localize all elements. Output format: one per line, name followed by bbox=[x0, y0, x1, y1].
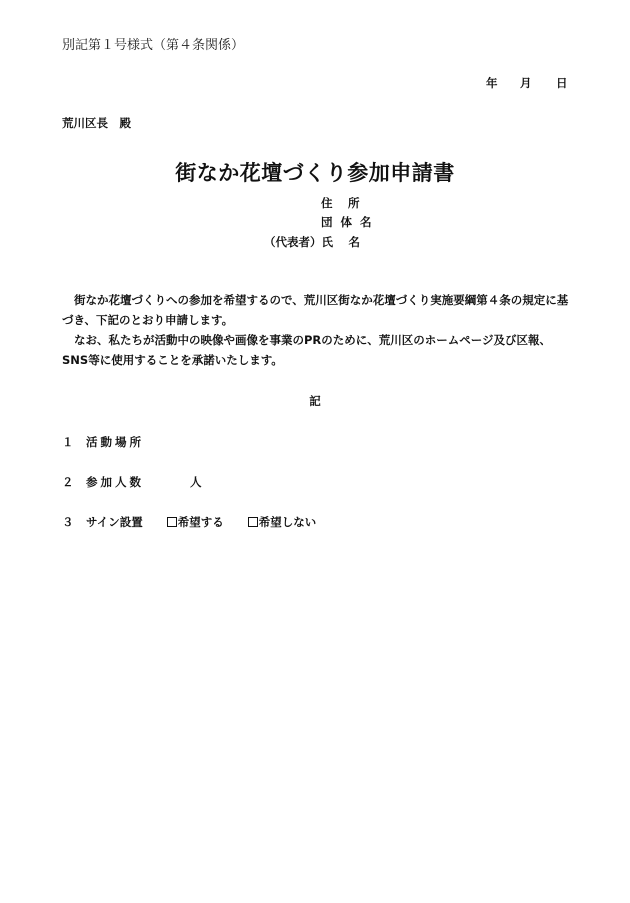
item-number: ３ bbox=[62, 515, 74, 529]
item-participant-count bbox=[62, 474, 202, 490]
option-wish-no-label: 希望しない bbox=[258, 515, 317, 529]
item-label: 活動場所 bbox=[86, 435, 144, 449]
body-paragraph-1 bbox=[62, 290, 572, 330]
date-month-label: 月 bbox=[520, 76, 532, 90]
representative-name-label: （代表者）氏 名 bbox=[264, 235, 361, 249]
document-title: 街なか花壇づくり参加申請書 bbox=[175, 161, 455, 185]
checkbox-wish-no[interactable] bbox=[248, 517, 258, 527]
item-label: 参加人数 bbox=[86, 475, 144, 489]
address-label: 住 所 bbox=[321, 196, 360, 210]
group-name-label: 団 体 名 bbox=[321, 215, 374, 229]
participant-unit: 人 bbox=[190, 475, 202, 489]
option-wish-yes-label: 希望する bbox=[177, 515, 224, 529]
item-number: ２ bbox=[62, 475, 74, 489]
date-day-label: 日 bbox=[556, 76, 568, 90]
date-year-label: 年 bbox=[486, 76, 498, 90]
ki-heading: 記 bbox=[309, 394, 321, 408]
form-number: 別記第１号様式（第４条関係） bbox=[62, 38, 245, 53]
body-paragraph-2 bbox=[62, 330, 572, 370]
addressee: 荒川区長 殿 bbox=[62, 116, 131, 130]
paragraph-2-text: なお、私たちが活動中の映像や画像を事業のPRのために、荒川区のホームページ及び区報、SNS等に使用することを承諾いたします。 bbox=[62, 333, 552, 367]
checkbox-wish-yes[interactable] bbox=[167, 517, 177, 527]
item-activity-location bbox=[62, 434, 144, 450]
item-number: １ bbox=[62, 435, 74, 449]
item-label: サイン設置 bbox=[86, 515, 143, 529]
paragraph-1-text: 街なか花壇づくりへの参加を希望するので、荒川区街なか花壇づくり実施要綱第４条の規定に基づき、下記のとおり申請します。 bbox=[62, 293, 569, 327]
item-sign-installation bbox=[62, 514, 316, 530]
